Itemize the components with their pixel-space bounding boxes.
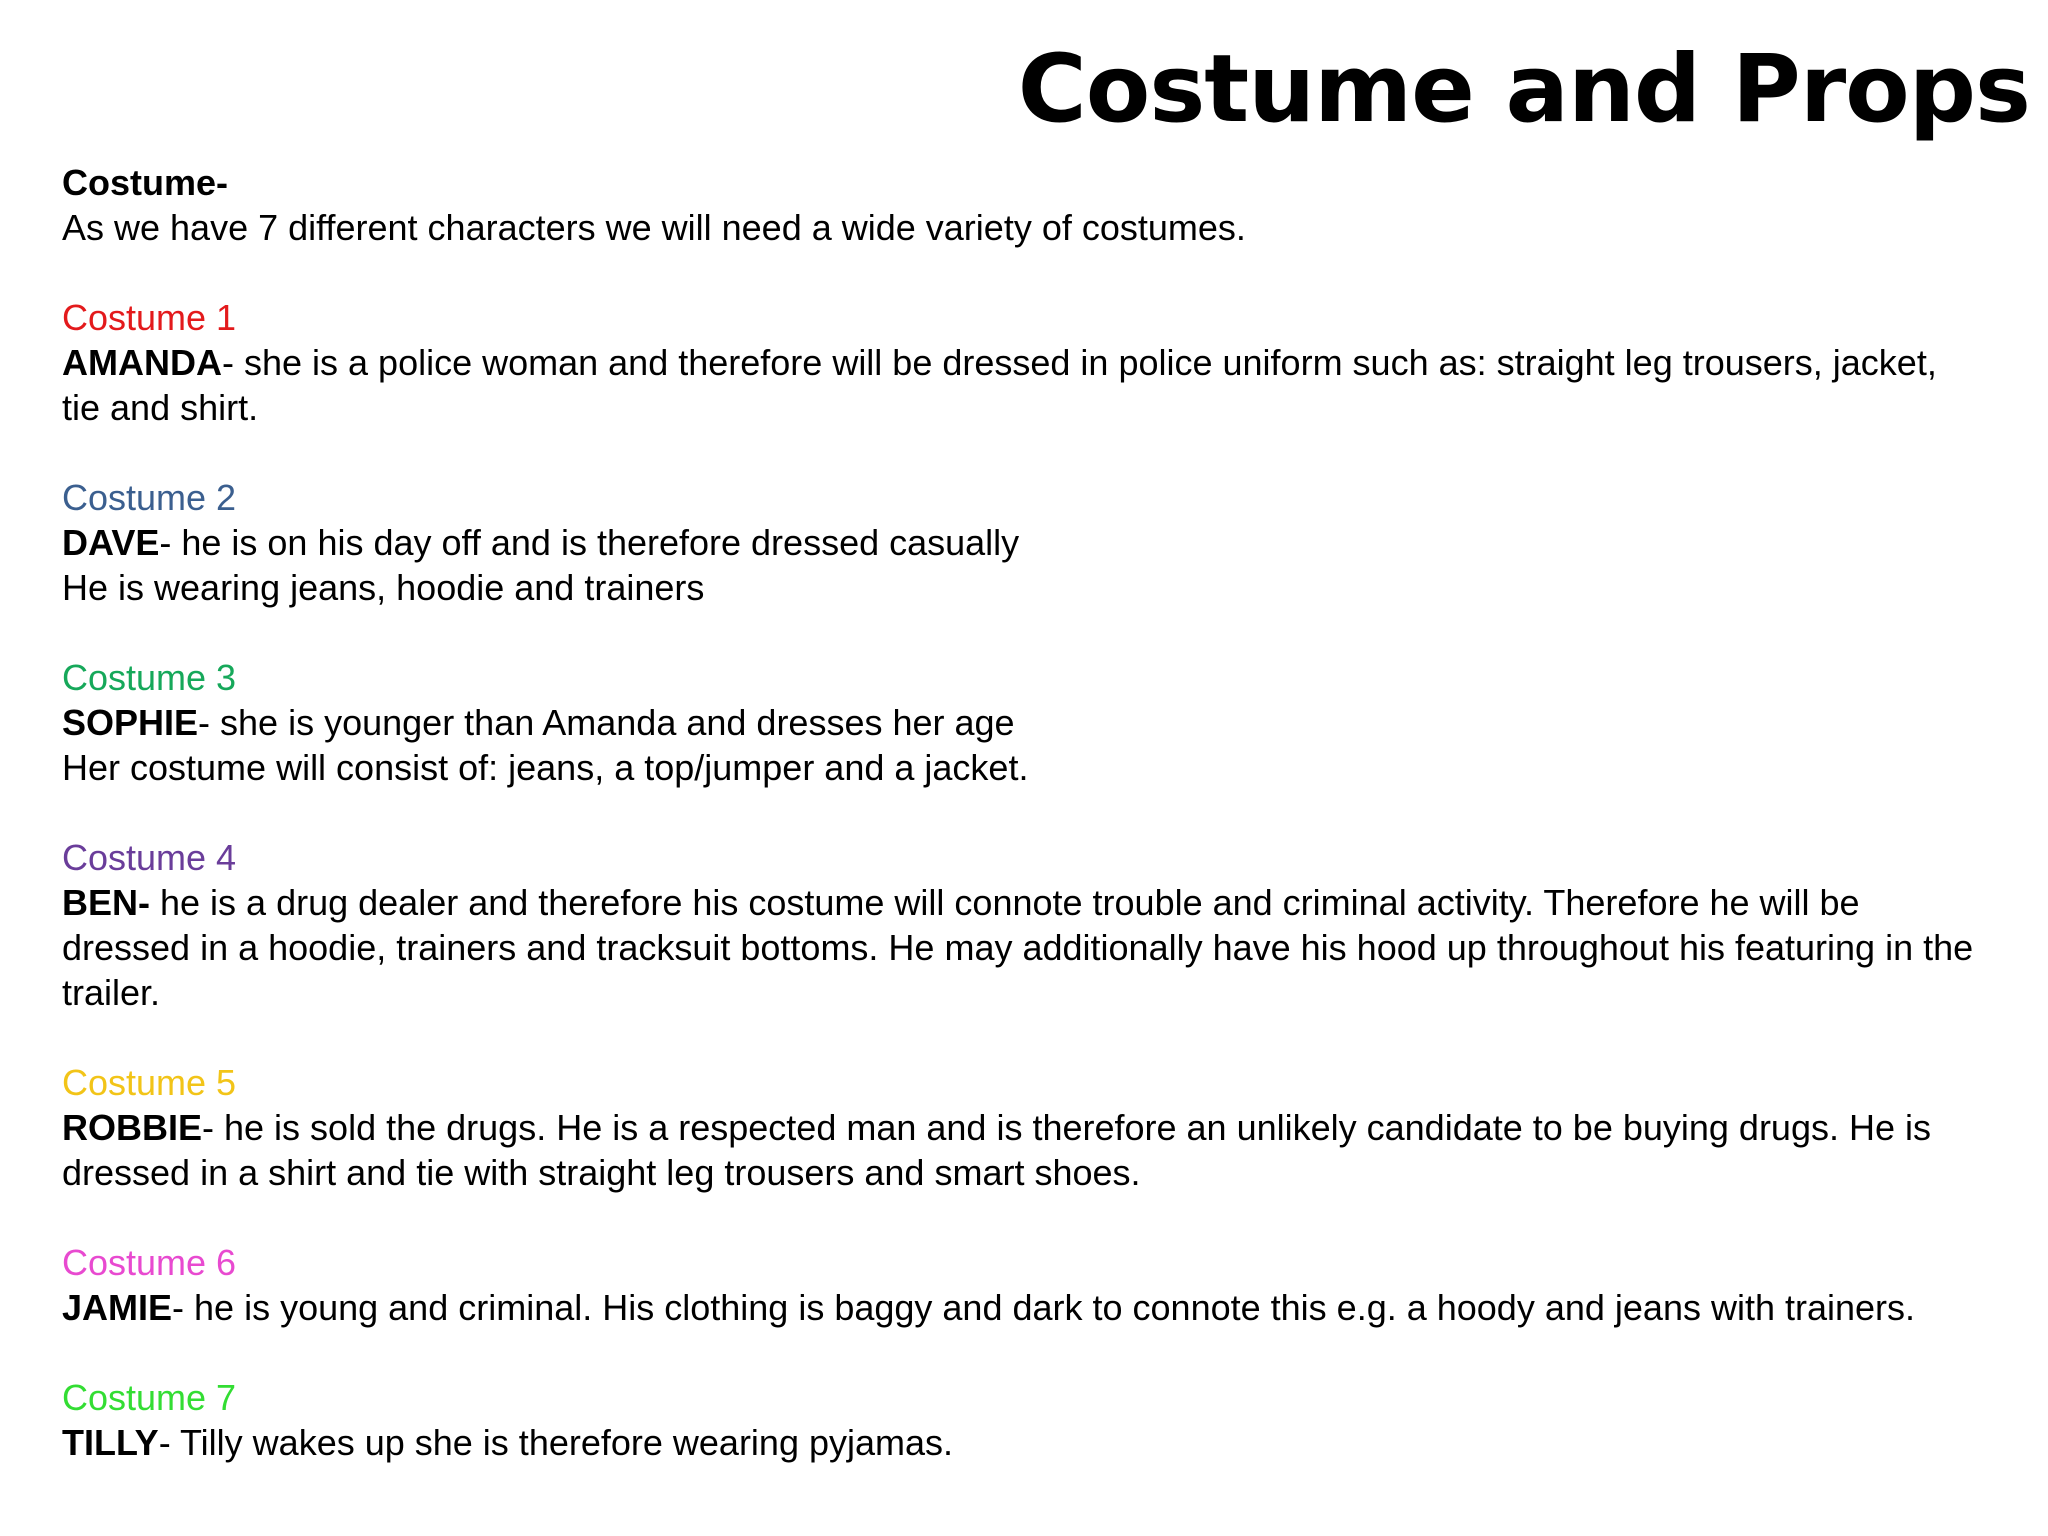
costume-section-5 [62,1060,1982,1195]
character-name: ROBBIE [62,1107,203,1148]
description-text: Her costume will consist of: jeans, a top/jumper and a jacket. [62,747,1029,788]
description-text: He is wearing jeans, hoodie and trainers [62,567,705,608]
costume-section-6 [62,1240,1982,1330]
costume-heading: Costume 5 [62,1062,237,1103]
intro-text: As we have 7 different characters we will need a wide variety of costumes. [62,207,1246,248]
character-name: BEN- [62,882,150,923]
character-name: JAMIE [62,1287,173,1328]
costume-heading: Costume 6 [62,1242,237,1283]
costume-list [62,295,1982,1465]
description-text: - Tilly wakes up she is therefore wearing pyjamas. [158,1422,954,1463]
page-title: Costume and Props [1017,35,2030,144]
costume-section-7 [62,1375,1982,1465]
intro-section [62,160,1982,250]
character-name: SOPHIE [62,702,199,743]
costume-description [62,1420,1982,1465]
costume-heading: Costume 2 [62,477,237,518]
costume-description [62,1105,1982,1195]
costume-description [62,700,1982,745]
costume-section-4 [62,835,1982,1015]
costume-description [62,745,1982,790]
costume-description [62,340,1982,430]
costume-heading: Costume 4 [62,837,237,878]
description-text: - he is young and criminal. His clothing is baggy and dark to connote this e.g. a hoody and jeans with trainers. [172,1287,1916,1328]
costume-heading: Costume 3 [62,657,237,698]
document-body [62,160,1982,1465]
description-text: - she is younger than Amanda and dresses her age [198,702,1015,743]
character-name: DAVE [62,522,160,563]
costume-description [62,520,1982,565]
costume-description [62,565,1982,610]
costume-section-2 [62,475,1982,610]
costume-heading: Costume 7 [62,1377,237,1418]
description-text: - he is on his day off and is therefore dressed casually [159,522,1020,563]
character-name: AMANDA [62,342,222,383]
description-text: - he is sold the drugs. He is a respected man and is therefore an unlikely candidate to be buying drugs. He is dressed in a shirt and tie with straight leg trousers and smart shoes. [62,1107,1931,1193]
costume-description [62,1285,1982,1330]
description-text: - she is a police woman and therefore will be dressed in police uniform such as: straight leg trousers, jacket, tie and shirt. [62,342,1937,428]
costume-section-1 [62,295,1982,430]
description-text: he is a drug dealer and therefore his costume will connote trouble and criminal activity. Therefore he will be dressed in a hoodie, trainers and tracksuit bottoms. He may additionally have his hood up throughout his featuring in the trailer. [62,882,1974,1013]
costume-description [62,880,1982,1015]
character-name: TILLY [62,1422,159,1463]
intro-heading: Costume- [62,162,229,203]
costume-heading: Costume 1 [62,297,237,338]
costume-section-3 [62,655,1982,790]
